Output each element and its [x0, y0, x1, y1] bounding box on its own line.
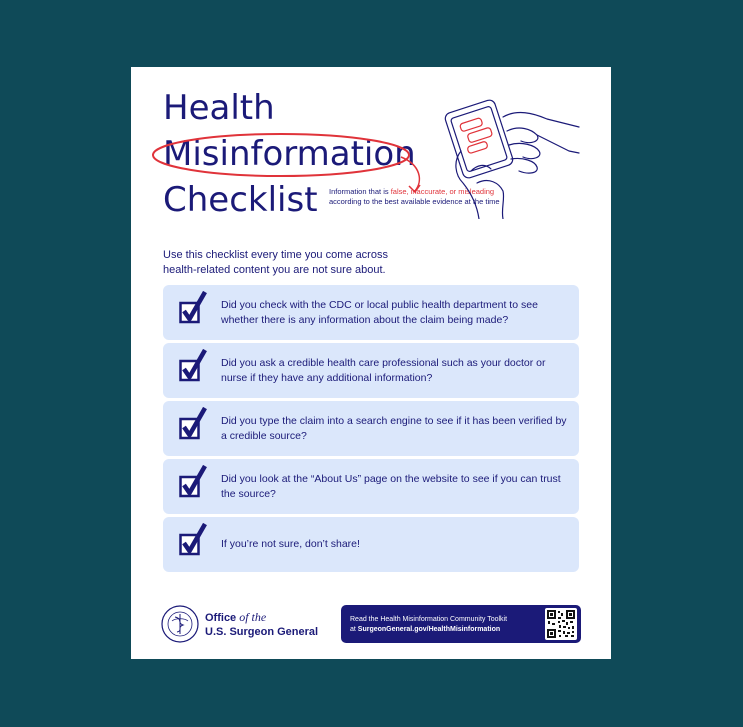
toolkit-line-1: Read the Health Misinformation Community Toolkit	[350, 616, 508, 623]
checked-box-icon	[163, 343, 221, 398]
toolkit-link[interactable]: SurgeonGeneral.gov/HealthMisinformation	[357, 626, 501, 633]
checklist-item	[163, 517, 579, 572]
title-line-1: Health	[163, 88, 275, 128]
toolkit-at: at	[350, 626, 358, 633]
intro-line-1: Use this checklist every time you come across	[163, 249, 388, 261]
office-label: Office	[205, 612, 237, 624]
intro-text	[163, 248, 463, 278]
definition-text-1: Information that is	[329, 187, 391, 196]
qr-code-icon[interactable]	[545, 608, 577, 640]
checklist-item-text: If you’re not sure, don’t share!	[221, 538, 360, 550]
intro-line-2: health-related content you are not sure about.	[163, 264, 386, 276]
toolkit-banner[interactable]	[341, 605, 581, 643]
checked-box-icon	[163, 401, 221, 456]
office-of-the: of the	[236, 610, 267, 624]
definition-text-2: according to the best available evidence at the time	[329, 197, 500, 206]
checked-box-icon	[163, 285, 221, 340]
office-name: U.S. Surgeon General	[205, 626, 319, 638]
surgeon-general-seal-logo	[161, 605, 199, 643]
checklist-item	[163, 285, 579, 340]
office-of-surgeon-general	[205, 610, 318, 639]
checklist-item-text: Did you type the claim into a search engine to see if it has been verified by a credible source?	[221, 414, 567, 442]
checklist-page	[131, 67, 611, 659]
definition-highlight: false, inaccurate, or misleading	[390, 187, 495, 196]
hands-holding-phone-illustration	[441, 79, 583, 219]
checked-box-icon	[163, 517, 221, 572]
checked-box-icon	[163, 459, 221, 514]
title-line-2: Misinformation	[163, 134, 416, 174]
checklist-item	[163, 459, 579, 514]
title-line-3: Checklist	[163, 180, 318, 220]
checklist-item-text: Did you ask a credible health care professional such as your doctor or nurse if they have any additional information?	[221, 356, 546, 384]
checklist-item	[163, 343, 579, 398]
checklist	[163, 285, 579, 575]
checklist-item-text: Did you check with the CDC or local public health department to see whether there is any information about the claim being made?	[221, 298, 538, 326]
checklist-item-text: Did you look at the “About Us” page on the website to see if you can trust the source?	[221, 472, 561, 500]
toolkit-text	[350, 615, 507, 635]
checklist-item	[163, 401, 579, 456]
